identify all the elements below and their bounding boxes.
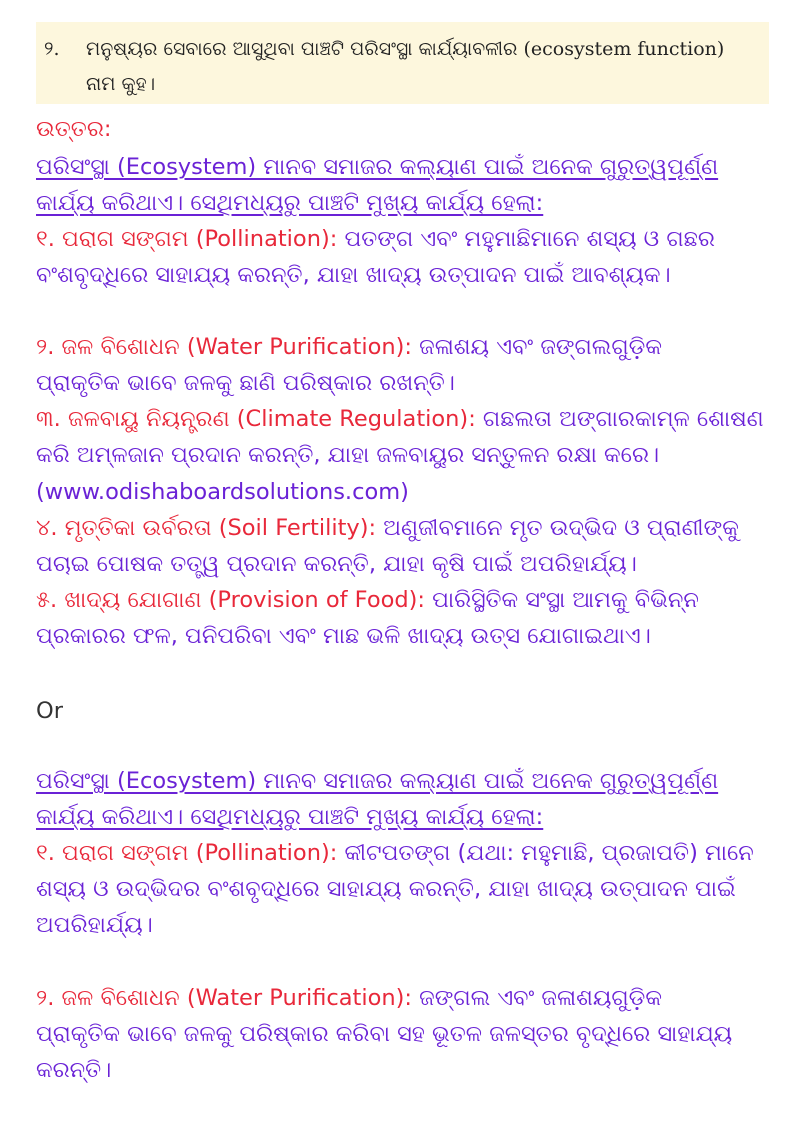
- item-heading: ୨. ଜଳ ବିଶୋଧନ (Water Purification):: [36, 334, 412, 360]
- item-heading: ୫. ଖାଦ୍ୟ ଯୋଗାଣ (Provision of Food):: [36, 587, 425, 613]
- item-1-continued-2: ଅପରିହାର୍ଯ୍ୟ।: [36, 912, 153, 938]
- item-1: [36, 838, 754, 868]
- item-5: [36, 585, 699, 615]
- question-number: ୨.: [44, 38, 60, 60]
- item-3: [36, 404, 764, 434]
- item-2-continued: ପ୍ରାକୃତିକ ଭାବେ ଜଳକୁ ପରିଷ୍କାର କରିବା ସହ ଭୂତଳ ଜଳସ୍ତର ବୃଦ୍ଧିରେ ସାହାଯ୍ୟ: [36, 1021, 733, 1047]
- question-text: ମନୁଷ୍ୟର ସେବାରେ ଆସୁଥିବା ପାଞ୍ଚଟି ପରିସଂସ୍ଥା କାର୍ଯ୍ୟାବଳୀର (ecosystem function): [86, 38, 725, 60]
- website-link[interactable]: (www.odishaboardsolutions.com): [36, 479, 409, 505]
- item-text: ପତଙ୍ଗ ଏବଂ ମହୁମାଛିମାନେ ଶସ୍ୟ ଓ ଗଛର: [337, 226, 715, 252]
- item-text: ଅଣୁଜୀବମାନେ ମୃତ ଉଦ୍ଭିଦ ଓ ପ୍ରାଣୀଙ୍କୁ: [376, 515, 739, 541]
- item-text: ପାରିସ୍ଥିତିକ ସଂସ୍ଥା ଆମକୁ ବିଭିନ୍ନ: [425, 587, 699, 613]
- item-text: ଜଳାଶୟ ଏବଂ ଜଙ୍ଗଲଗୁଡ଼ିକ: [412, 334, 662, 360]
- intro-line-1: ପରିସଂସ୍ଥା (Ecosystem) ମାନବ ସମାଜର କଲ୍ୟାଣ ପାଇଁ ଅନେକ ଗୁରୁତ୍ୱପୂର୍ଣ୍ଣ: [36, 154, 719, 180]
- item-heading: ୩. ଜଳବାୟୁ ନିୟନ୍ତ୍ରଣ (Climate Regulation):: [36, 406, 476, 432]
- item-1-continued: ବଂଶବୃଦ୍ଧିରେ ସାହାଯ୍ୟ କରନ୍ତି, ଯାହା ଖାଦ୍ୟ ଉତ୍ପାଦନ ପାଇଁ ଆବଶ୍ୟକ।: [36, 262, 671, 288]
- item-heading: ୪. ମୃତ୍ତିକା ଉର୍ବରତା (Soil Fertility):: [36, 515, 377, 541]
- item-heading: ୧. ପରାଗ ସଙ୍ଗମ (Pollination):: [36, 840, 338, 866]
- item-text: କୀଟପତଙ୍ଗ (ଯଥା: ମହୁମାଛି, ପ୍ରଜାପତି) ମାନେ: [337, 840, 754, 866]
- item-text: ଜଙ୍ଗଲ ଏବଂ ଜଳାଶୟଗୁଡ଼ିକ: [412, 985, 662, 1011]
- item-2-continued-2: କରନ୍ତି।: [36, 1057, 112, 1083]
- item-1: [36, 224, 715, 254]
- question-line-2: ନାମ କୁହ।: [86, 73, 156, 95]
- item-1-continued: ଶସ୍ୟ ଓ ଉଦ୍ଭିଦର ବଂଶବୃଦ୍ଧିରେ ସାହାଯ୍ୟ କରନ୍ତି, ଯାହା ଖାଦ୍ୟ ଉତ୍ପାଦନ ପାଇଁ: [36, 876, 736, 902]
- question-line-1: [44, 32, 759, 67]
- intro-line-2: କାର୍ଯ୍ୟ କରିଥାଏ। ସେଥିମଧ୍ୟରୁ ପାଞ୍ଚଟି ମୁଖ୍ୟ କାର୍ଯ୍ୟ ହେଲା:: [36, 190, 544, 216]
- answer-label: ଉତ୍ତର:: [36, 116, 112, 142]
- question-box: [36, 22, 769, 104]
- item-4-continued: ପଚାଇ ପୋଷକ ତତ୍ତ୍ୱ ପ୍ରଦାନ କରନ୍ତି, ଯାହା କୃଷି ପାଇଁ ଅପରିହାର୍ଯ୍ୟ।: [36, 551, 637, 577]
- item-4: [36, 513, 739, 543]
- item-5-continued: ପ୍ରକାରର ଫଳ, ପନିପରିବା ଏବଂ ମାଛ ଭଳି ଖାଦ୍ୟ ଉତ୍ସ ଯୋଗାଇଥାଏ।: [36, 623, 651, 649]
- intro-line-2: କାର୍ଯ୍ୟ କରିଥାଏ। ସେଥିମଧ୍ୟରୁ ପାଞ୍ଚଟି ମୁଖ୍ୟ କାର୍ଯ୍ୟ ହେଲା:: [36, 804, 544, 830]
- item-heading: ୨. ଜଳ ବିଶୋଧନ (Water Purification):: [36, 985, 412, 1011]
- or-separator: Or: [36, 698, 63, 724]
- item-3-continued: କରି ଅମ୍ଳଜାନ ପ୍ରଦାନ କରନ୍ତି, ଯାହା ଜଳବାୟୁର ସନ୍ତୁଳନ ରକ୍ଷା କରେ।: [36, 442, 660, 468]
- intro-line-1: ପରିସଂସ୍ଥା (Ecosystem) ମାନବ ସମାଜର କଲ୍ୟାଣ ପାଇଁ ଅନେକ ଗୁରୁତ୍ୱପୂର୍ଣ୍ଣ: [36, 768, 719, 794]
- item-2: [36, 983, 662, 1013]
- item-2-continued: ପ୍ରାକୃତିକ ଭାବେ ଜଳକୁ ଛାଣି ପରିଷ୍କାର ରଖନ୍ତି।: [36, 370, 455, 396]
- item-2: [36, 332, 662, 362]
- item-text: ଗଛଲତା ଅଙ୍ଗାରକାମ୍ଳ ଶୋଷଣ: [475, 406, 764, 432]
- item-heading: ୧. ପରାଗ ସଙ୍ଗମ (Pollination):: [36, 226, 338, 252]
